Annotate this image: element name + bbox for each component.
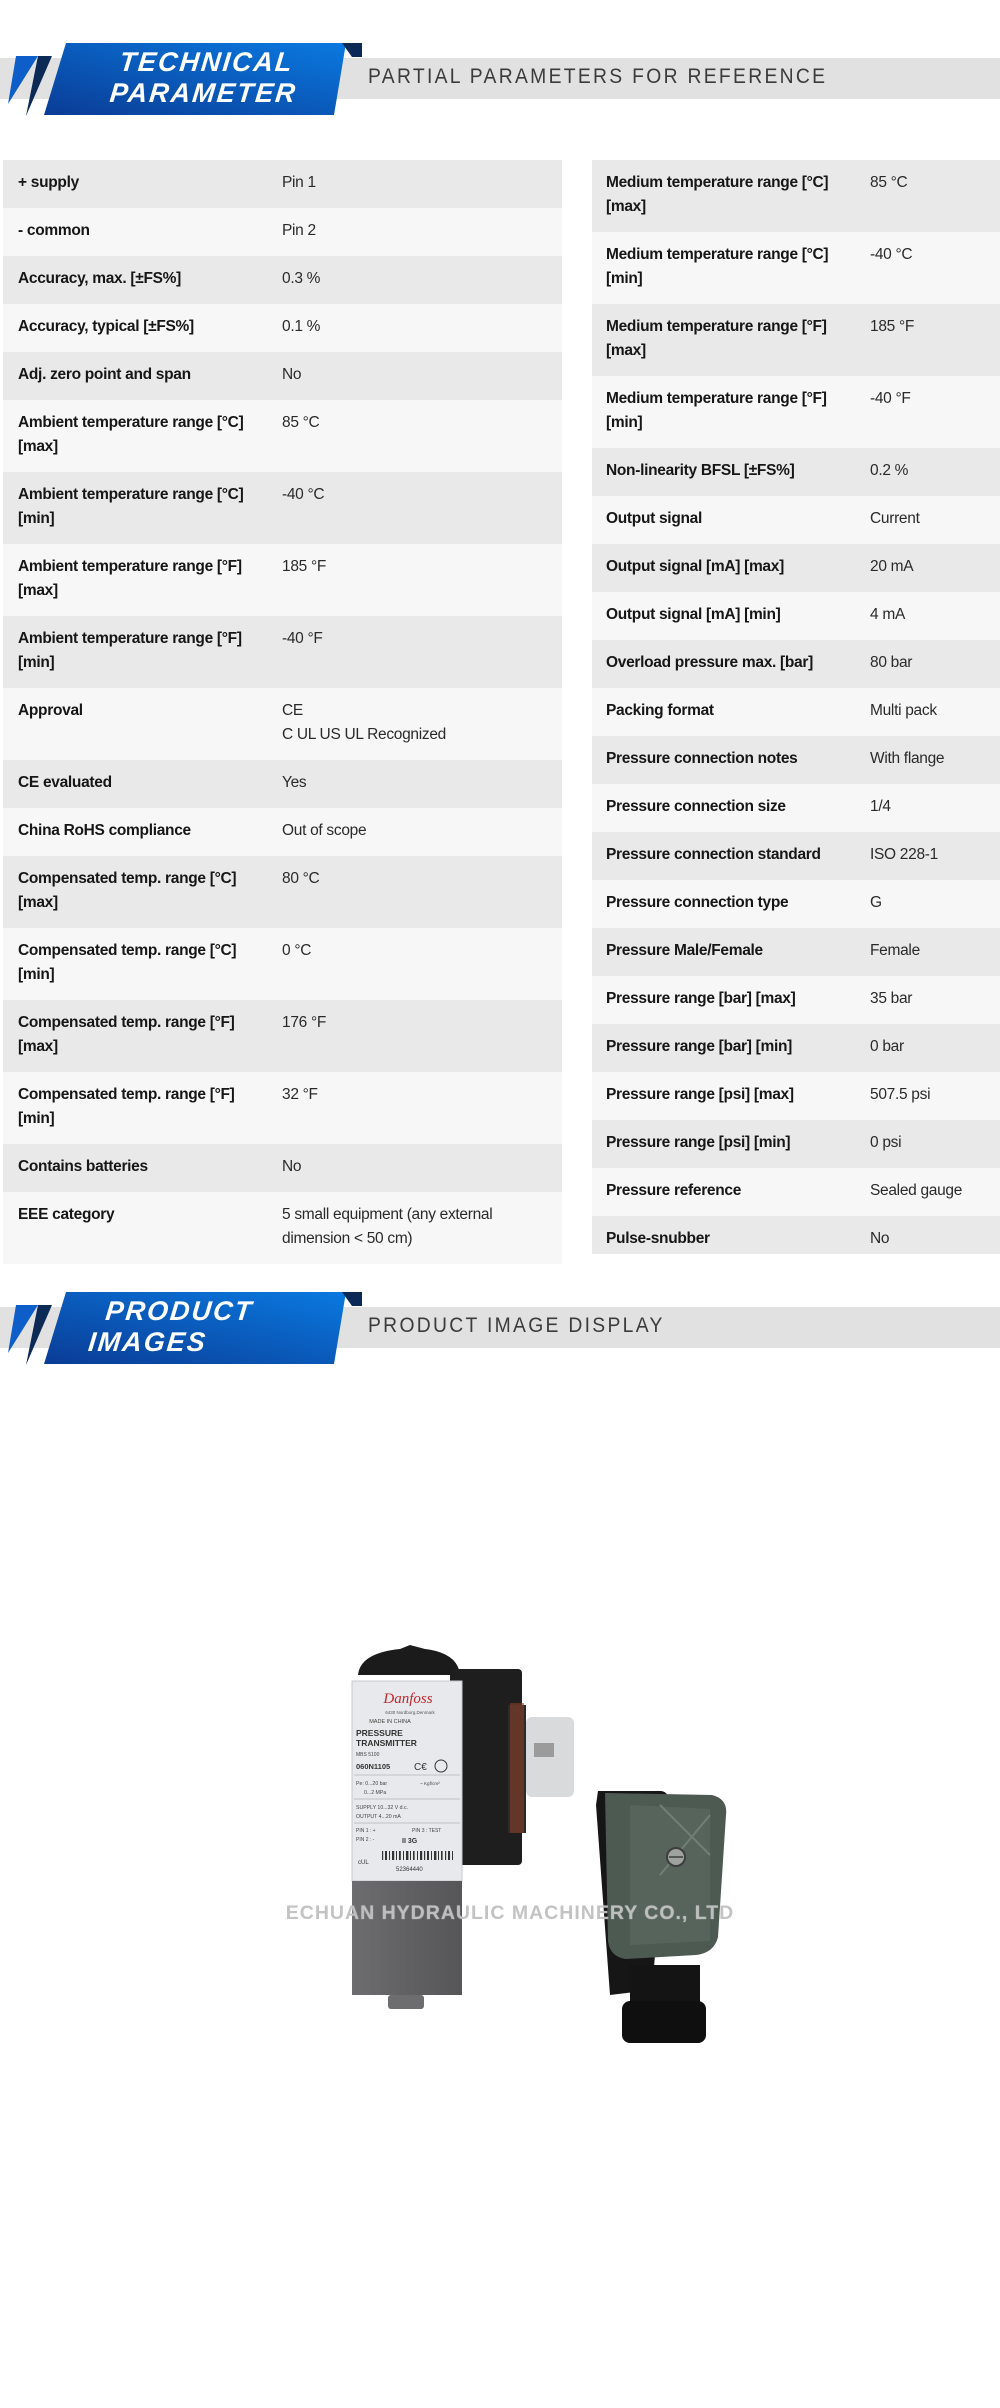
- table-row: [592, 1120, 1000, 1168]
- table-row: [592, 1216, 1000, 1254]
- table-row: [592, 1072, 1000, 1120]
- section-title: [77, 1296, 304, 1358]
- spec-label: Pressure range [bar] [min]: [606, 1038, 793, 1055]
- table-row: [592, 232, 1000, 304]
- spec-value: 185 °F: [282, 558, 327, 575]
- table-row: [592, 1024, 1000, 1072]
- table-row: [3, 256, 562, 304]
- spec-label: Accuracy, typical [±FS%]: [18, 318, 194, 335]
- spec-value: 0.2 %: [870, 462, 909, 479]
- spec-value: Sealed gauge: [870, 1182, 963, 1199]
- spec-label: Medium temperature range [°C] [max]: [606, 174, 829, 215]
- technical-parameter-header: [0, 43, 1000, 123]
- section-subtitle: PRODUCT IMAGE DISPLAY: [368, 1314, 665, 1337]
- spec-value: 32 °F: [282, 1086, 318, 1103]
- spec-value: 185 °F: [870, 318, 915, 335]
- svg-text:PIN 2 : -: PIN 2 : -: [356, 1837, 375, 1843]
- svg-text:Pe: 0...20 bar: Pe: 0...20 bar: [356, 1781, 388, 1787]
- table-row: [3, 1192, 562, 1264]
- spec-value: 0 psi: [870, 1134, 902, 1151]
- table-row: [592, 304, 1000, 376]
- svg-text:ᴄUL: ᴄUL: [358, 1860, 369, 1866]
- svg-text:52364440: 52364440: [396, 1867, 423, 1873]
- spec-value: 0.1 %: [282, 318, 321, 335]
- spec-table-right: [592, 160, 1000, 1254]
- table-row: [3, 688, 562, 760]
- table-row: [3, 304, 562, 352]
- section-title-line1: PRODUCT: [104, 1296, 255, 1326]
- product-image: [330, 1645, 750, 2065]
- section-title-line2: IMAGES: [86, 1327, 209, 1357]
- spec-label: Pulse-snubber: [606, 1230, 710, 1247]
- spec-table-left: [3, 160, 562, 1264]
- spec-label: Pressure connection standard: [606, 846, 821, 863]
- section-subtitle: PARTIAL PARAMETERS FOR REFERENCE: [368, 65, 828, 88]
- table-row: [3, 400, 562, 472]
- spec-label: Ambient temperature range [°F] [max]: [18, 558, 242, 599]
- table-row: [592, 160, 1000, 232]
- table-row: [3, 160, 562, 208]
- table-row: [592, 784, 1000, 832]
- table-row: [592, 376, 1000, 448]
- svg-text:II 3G: II 3G: [402, 1838, 418, 1845]
- spec-label: Ambient temperature range [°C] [max]: [18, 414, 244, 455]
- table-row: [3, 544, 562, 616]
- spec-value: 85 °C: [282, 414, 320, 431]
- spec-label: Medium temperature range [°C] [min]: [606, 246, 829, 287]
- spec-value: 0 bar: [870, 1038, 904, 1055]
- spec-value: Pin 1: [282, 174, 316, 191]
- spec-label: - common: [18, 222, 90, 239]
- svg-text:C€: C€: [414, 1762, 427, 1773]
- svg-text:6430 Nordborg,Denmark: 6430 Nordborg,Denmark: [385, 1710, 435, 1715]
- spec-label: Pressure range [psi] [min]: [606, 1134, 791, 1151]
- spec-label: Output signal: [606, 510, 702, 527]
- spec-label: Pressure Male/Female: [606, 942, 763, 959]
- table-row: [592, 928, 1000, 976]
- spec-value: -40 °F: [870, 390, 911, 407]
- brand-logo: Danfoss: [383, 1691, 433, 1707]
- svg-text:MADE IN CHINA: MADE IN CHINA: [369, 1719, 411, 1725]
- svg-text:MBS 5100: MBS 5100: [356, 1752, 380, 1758]
- spec-label: Accuracy, max. [±FS%]: [18, 270, 182, 287]
- svg-text:PRESSURE: PRESSURE: [356, 1728, 403, 1738]
- spec-label: Medium temperature range [°F] [max]: [606, 318, 827, 359]
- spec-value: No: [282, 366, 302, 383]
- svg-text:060N1105: 060N1105: [356, 1762, 391, 1771]
- spec-label: Non-linearity BFSL [±FS%]: [606, 462, 795, 479]
- spec-value: 0 °C: [282, 942, 312, 959]
- spec-label: Approval: [18, 702, 83, 719]
- table-row: [592, 736, 1000, 784]
- section-title-line2: PARAMETER: [108, 78, 299, 108]
- spec-label: Output signal [mA] [max]: [606, 558, 784, 575]
- spec-label: Ambient temperature range [°F] [min]: [18, 630, 242, 671]
- spec-label: EEE category: [18, 1206, 115, 1223]
- spec-label: Overload pressure max. [bar]: [606, 654, 813, 671]
- watermark-text: ECHUAN HYDRAULIC MACHINERY CO., LTD: [285, 1902, 735, 1924]
- spec-label: Pressure range [psi] [max]: [606, 1086, 794, 1103]
- spec-label: Pressure range [bar] [max]: [606, 990, 796, 1007]
- spec-label: CE evaluated: [18, 774, 112, 791]
- spec-label: Compensated temp. range [°F] [max]: [18, 1014, 235, 1055]
- table-row: [592, 1168, 1000, 1216]
- table-row: [592, 880, 1000, 928]
- spec-value: Out of scope: [282, 822, 367, 839]
- spec-label: Medium temperature range [°F] [min]: [606, 390, 827, 431]
- spec-label: Pressure connection notes: [606, 750, 798, 767]
- svg-text:SUPPLY 10...32 V d.c.: SUPPLY 10...32 V d.c.: [356, 1805, 409, 1811]
- spec-value: Multi pack: [870, 702, 937, 719]
- spec-label: Compensated temp. range [°F] [min]: [18, 1086, 235, 1127]
- spec-label: Contains batteries: [18, 1158, 148, 1175]
- table-row: [592, 544, 1000, 592]
- spec-value: Current: [870, 510, 920, 527]
- table-row: [592, 448, 1000, 496]
- spec-label: Output signal [mA] [min]: [606, 606, 781, 623]
- spec-value: Pin 2: [282, 222, 316, 239]
- table-row: [3, 808, 562, 856]
- spec-label: Adj. zero point and span: [18, 366, 191, 383]
- table-row: [3, 1072, 562, 1144]
- spec-label: Compensated temp. range [°C] [max]: [18, 870, 237, 911]
- table-row: [3, 1144, 562, 1192]
- table-row: [592, 640, 1000, 688]
- table-row: [3, 352, 562, 400]
- spec-value: Yes: [282, 774, 307, 791]
- spec-value: 80 °C: [282, 870, 320, 887]
- table-row: [3, 856, 562, 928]
- table-row: [3, 208, 562, 256]
- spec-value: -40 °C: [870, 246, 913, 263]
- spec-label: Packing format: [606, 702, 714, 719]
- table-row: [3, 1000, 562, 1072]
- table-row: [3, 928, 562, 1000]
- spec-value: 85 °C: [870, 174, 908, 191]
- section-title: [92, 47, 319, 109]
- spec-label: + supply: [18, 174, 79, 191]
- spec-value: CE C UL US UL Recognized: [282, 702, 446, 743]
- spec-label: Pressure connection size: [606, 798, 786, 815]
- table-row: [3, 616, 562, 688]
- table-row: [592, 976, 1000, 1024]
- svg-text:PIN 3 : TEST: PIN 3 : TEST: [412, 1828, 442, 1834]
- spec-label: Compensated temp. range [°C] [min]: [18, 942, 237, 983]
- section-title-line1: TECHNICAL: [118, 47, 296, 77]
- spec-value: With flange: [870, 750, 945, 767]
- table-row: [592, 688, 1000, 736]
- table-row: [3, 472, 562, 544]
- table-row: [592, 832, 1000, 880]
- svg-text:~ Kgf/cm²: ~ Kgf/cm²: [420, 1781, 440, 1786]
- spec-value: 0.3 %: [282, 270, 321, 287]
- spec-value: 20 mA: [870, 558, 914, 575]
- spec-value: ISO 228-1: [870, 846, 938, 863]
- spec-label: Pressure connection type: [606, 894, 789, 911]
- product-images-header: [0, 1292, 1000, 1372]
- table-row: [592, 496, 1000, 544]
- spec-label: China RoHS compliance: [18, 822, 191, 839]
- table-row: [3, 760, 562, 808]
- svg-text:OUTPUT 4...20 mA: OUTPUT 4...20 mA: [356, 1814, 401, 1820]
- spec-value: -40 °F: [282, 630, 323, 647]
- spec-value: 4 mA: [870, 606, 905, 623]
- table-row: [592, 592, 1000, 640]
- spec-value: 1/4: [870, 798, 891, 815]
- spec-value: G: [870, 894, 882, 911]
- spec-label: Ambient temperature range [°C] [min]: [18, 486, 244, 527]
- svg-text:TRANSMITTER: TRANSMITTER: [356, 1738, 417, 1748]
- spec-value: 35 bar: [870, 990, 913, 1007]
- spec-value: Female: [870, 942, 920, 959]
- spec-label: Pressure reference: [606, 1182, 742, 1199]
- spec-value: 5 small equipment (any external dimension < 50 cm): [282, 1206, 493, 1247]
- spec-value: -40 °C: [282, 486, 325, 503]
- spec-value: No: [870, 1230, 890, 1247]
- spec-value: 80 bar: [870, 654, 913, 671]
- svg-text:0...2 MPa: 0...2 MPa: [364, 1790, 387, 1796]
- spec-value: No: [282, 1158, 302, 1175]
- svg-text:PIN 1 : +: PIN 1 : +: [356, 1828, 376, 1834]
- spec-value: 507.5 psi: [870, 1086, 931, 1103]
- spec-value: 176 °F: [282, 1014, 327, 1031]
